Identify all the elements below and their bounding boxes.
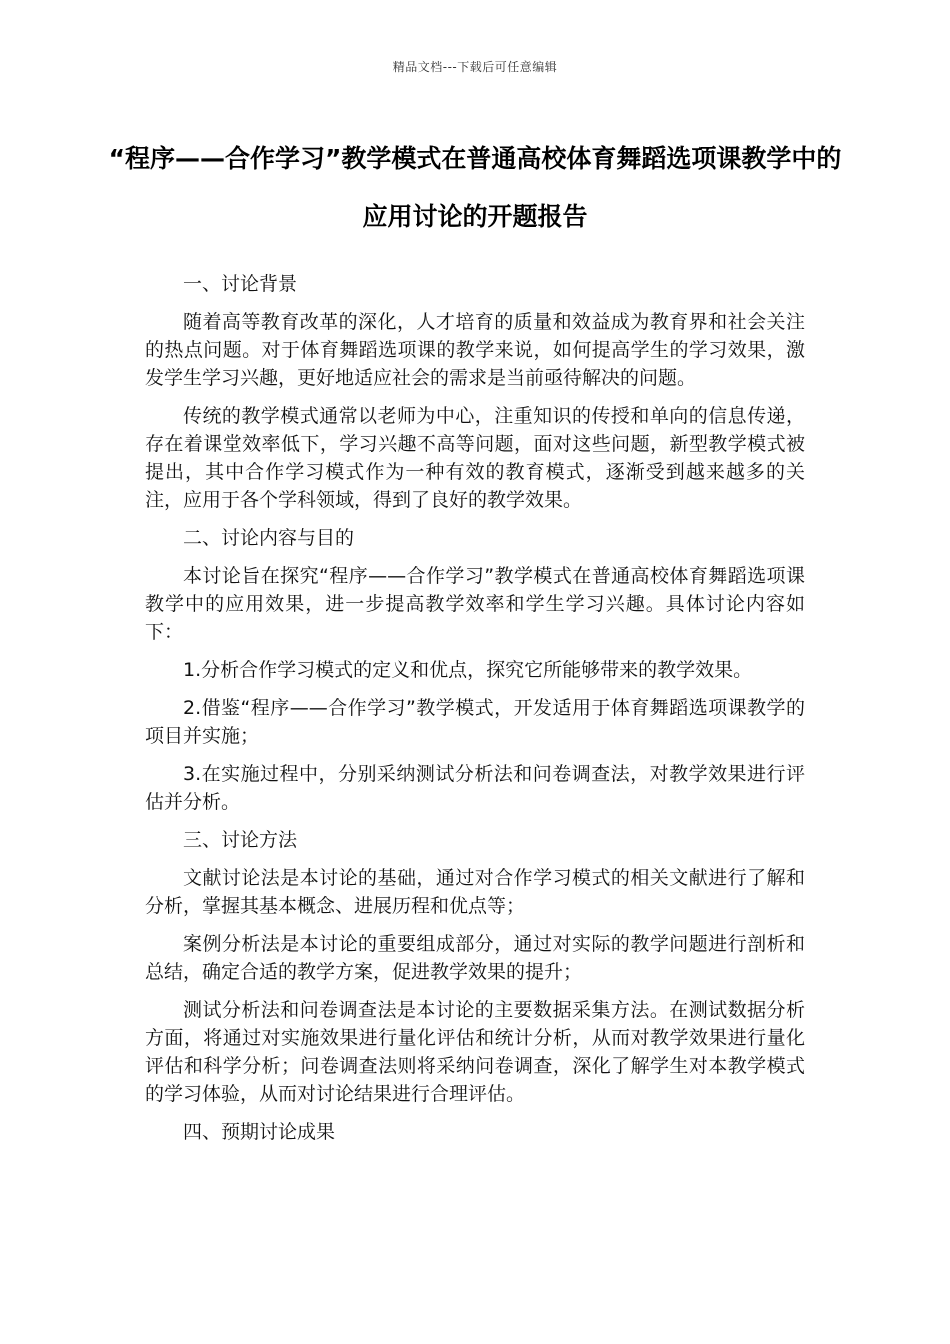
document-title: “程序——合作学习”教学模式在普通高校体育舞蹈选项课教学中的应用讨论的开题报告	[108, 144, 842, 231]
list-item: 1.分析合作学习模式的定义和优点，探究它所能够带来的教学效果。	[183, 659, 753, 681]
paragraph: 随着高等教育改革的深化，人才培育的质量和效益成为教育界和社会关注的热点问题。对于体育舞蹈选项课的教学来说，如何提高学生的学习效果，激发学生学习兴趣，更好地适应社会的需求是当前亟待解决的问题。	[145, 311, 805, 389]
document-body	[145, 270, 805, 1156]
paragraph: 传统的教学模式通常以老师为中心，注重知识的传授和单向的信息传递，存在着课堂效率低下，学习兴趣不高等问题，面对这些问题，新型教学模式被提出，其中合作学习模式作为一种有效的教育模式，逐渐受到越来越多的关注，应用于各个学科领域，得到了良好的教学效果。	[145, 405, 805, 511]
section-heading-background: 一、讨论背景	[183, 273, 298, 295]
header-note: 精品文档---下载后可任意编辑	[392, 60, 558, 74]
paragraph: 文献讨论法是本讨论的基础，通过对合作学习模式的相关文献进行了解和分析，掌握其基本概念、进展历程和优点等；	[145, 867, 805, 917]
list-item: 3.在实施过程中，分别采纳测试分析法和问卷调查法，对教学效果进行评估并分析。	[145, 763, 805, 813]
paragraph: 案例分析法是本讨论的重要组成部分，通过对实际的教学问题进行剖析和总结，确定合适的教学方案，促进教学效果的提升；	[145, 933, 805, 983]
section-heading-content-purpose: 二、讨论内容与目的	[183, 527, 355, 549]
section-heading-expected-results: 四、预期讨论成果	[183, 1121, 336, 1143]
paragraph: 本讨论旨在探究“程序——合作学习”教学模式在普通高校体育舞蹈选项课教学中的应用效果，进一步提高教学效率和学生学习兴趣。具体讨论内容如下：	[145, 565, 805, 643]
list-item: 2.借鉴“程序——合作学习”教学模式，开发适用于体育舞蹈选项课教学的项目并实施；	[145, 697, 805, 747]
section-heading-methods: 三、讨论方法	[183, 829, 298, 851]
paragraph: 测试分析法和问卷调查法是本讨论的主要数据采集方法。在测试数据分析方面，将通过对实施效果进行量化评估和统计分析，从而对教学效果进行量化评估和科学分析；问卷调查法则将采纳问卷调查，深化了解学生对本教学模式的学习体验，从而对讨论结果进行合理评估。	[145, 999, 805, 1105]
